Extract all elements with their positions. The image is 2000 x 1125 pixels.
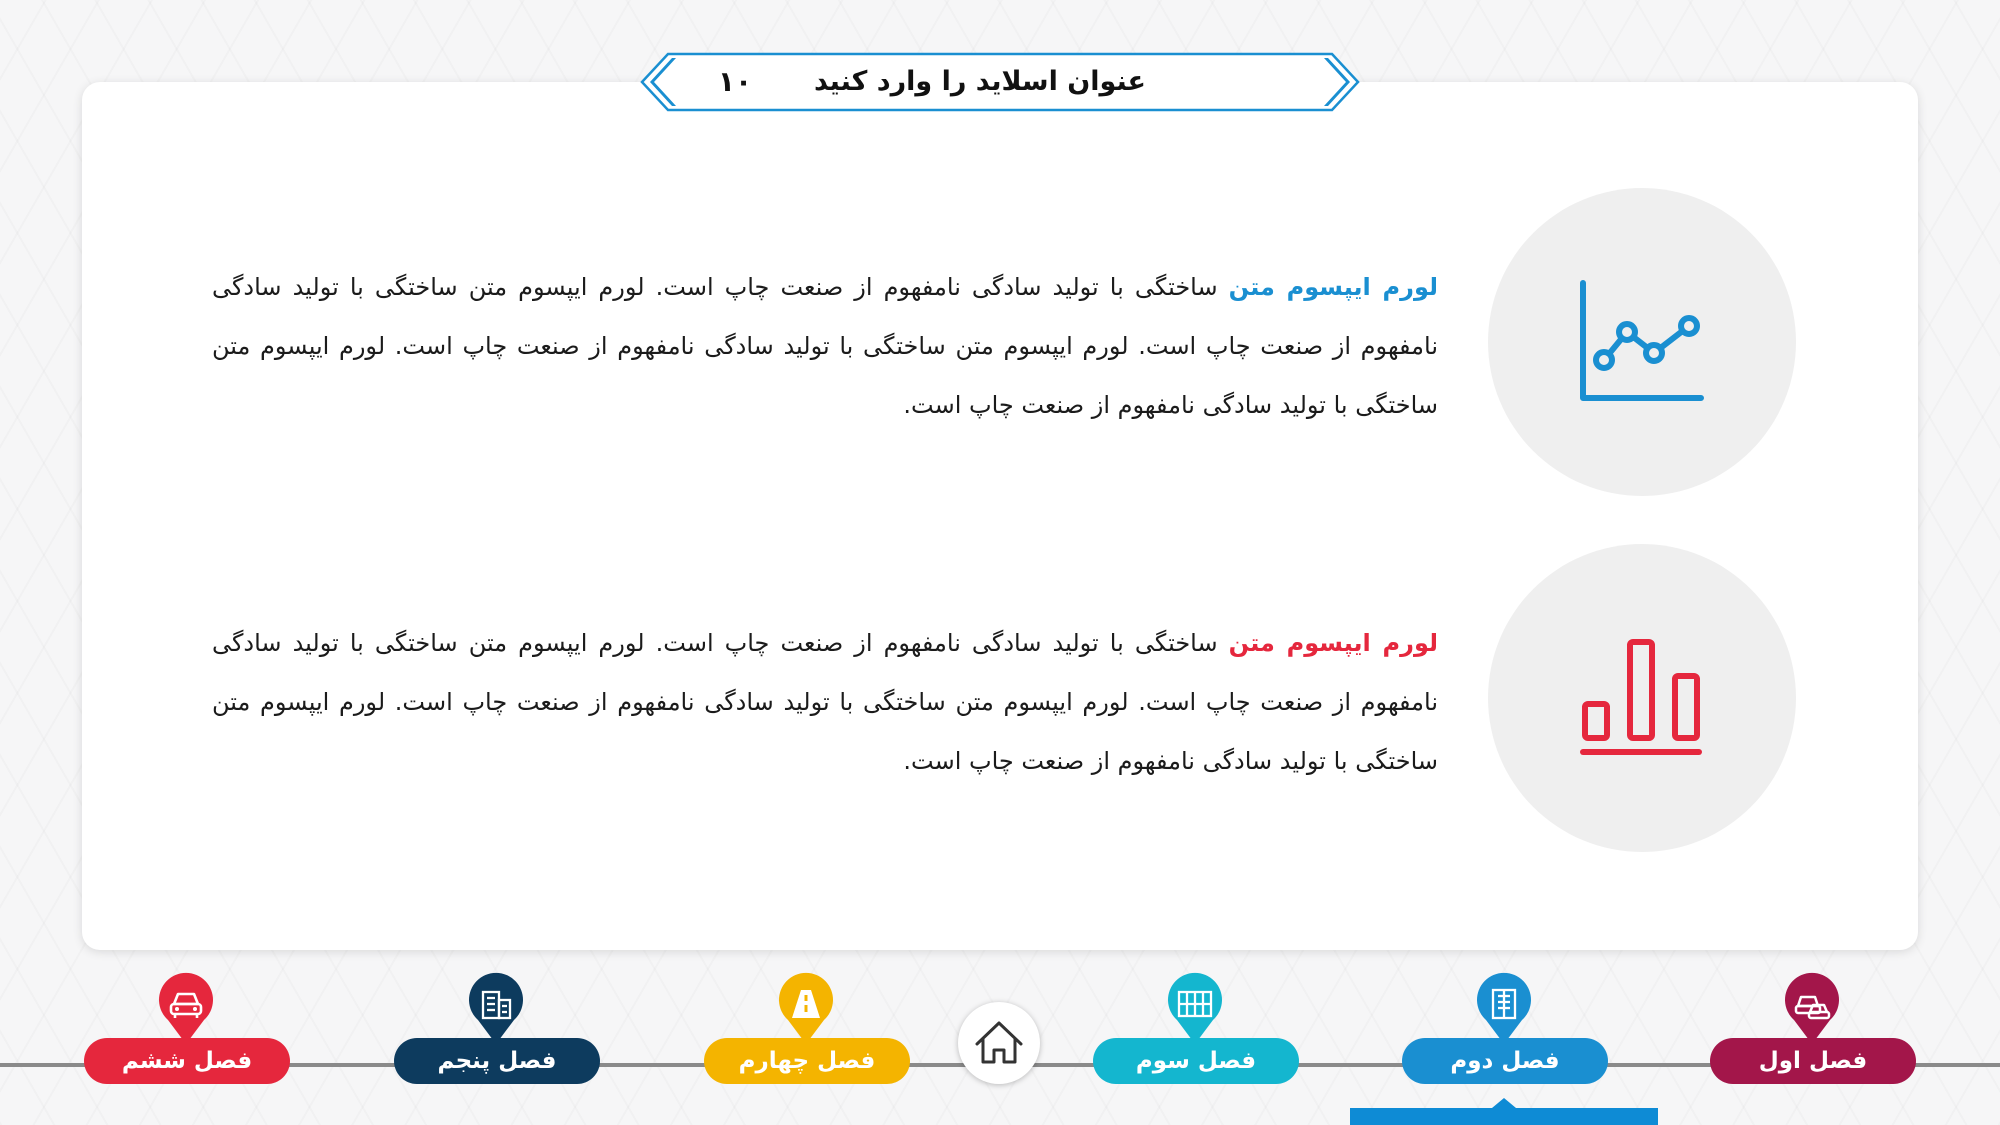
chapter-6-pin[interactable] [156, 970, 216, 1046]
chapter-1-pin[interactable] [1782, 970, 1842, 1046]
chapter-6-button[interactable]: فصل ششم [84, 1038, 290, 1084]
chapter-2-pin[interactable] [1474, 970, 1534, 1046]
active-chapter-indicator [1350, 1108, 1658, 1125]
chapter-4-button[interactable]: فصل چهارم [704, 1038, 910, 1084]
city-icon [466, 970, 526, 1046]
server-icon [1165, 970, 1225, 1046]
section-2-text: ساختگی با تولید سادگی نامفهوم از صنعت چاپ است. لورم ایپسوم متن ساختگی با تولید سادگی نامفهوم از صنعت چاپ است. لورم ایپسوم متن ساختگی با تولید سادگی نامفهوم از صنعت چاپ است. لورم ایپسوم متن ساختگی با تولید سادگی نامفهوم از صنعت چاپ است. [212, 629, 1438, 775]
home-icon [958, 1002, 1040, 1084]
chapter-5-button[interactable]: فصل پنجم [394, 1038, 600, 1084]
chapter-1-button[interactable]: فصل اول [1710, 1038, 1916, 1084]
section-2-paragraph [212, 614, 1438, 791]
chapter-3-button[interactable]: فصل سوم [1093, 1038, 1299, 1084]
section-1-highlight: لورم ایپسوم متن [1228, 273, 1439, 301]
cars-icon [1782, 970, 1842, 1046]
section-2-highlight: لورم ایپسوم متن [1228, 629, 1439, 657]
building-icon [1474, 970, 1534, 1046]
slide-title: عنوان اسلاید را وارد کنید [814, 66, 1146, 97]
section-1-text: ساختگی با تولید سادگی نامفهوم از صنعت چاپ است. لورم ایپسوم متن ساختگی با تولید سادگی نامفهوم از صنعت چاپ است. لورم ایپسوم متن ساختگی با تولید سادگی نامفهوم از صنعت چاپ است. لورم ایپسوم متن ساختگی با تولید سادگی نامفهوم از صنعت چاپ است. [212, 273, 1438, 419]
slide-number: ۱۰ [717, 65, 753, 98]
line-chart-icon [1488, 188, 1796, 496]
road-icon [776, 970, 836, 1046]
home-button[interactable] [958, 1002, 1040, 1084]
section-1-icon-circle [1488, 188, 1796, 496]
section-1-paragraph [212, 258, 1438, 435]
chapter-2-button[interactable]: فصل دوم [1402, 1038, 1608, 1084]
slide-title-tab [640, 52, 1360, 112]
chapter-5-pin[interactable] [466, 970, 526, 1046]
bar-chart-icon [1488, 544, 1796, 852]
active-indicator-notch [1492, 1098, 1516, 1108]
section-2-icon-circle [1488, 544, 1796, 852]
chapter-4-pin[interactable] [776, 970, 836, 1046]
chapter-3-pin[interactable] [1165, 970, 1225, 1046]
car-icon [156, 970, 216, 1046]
